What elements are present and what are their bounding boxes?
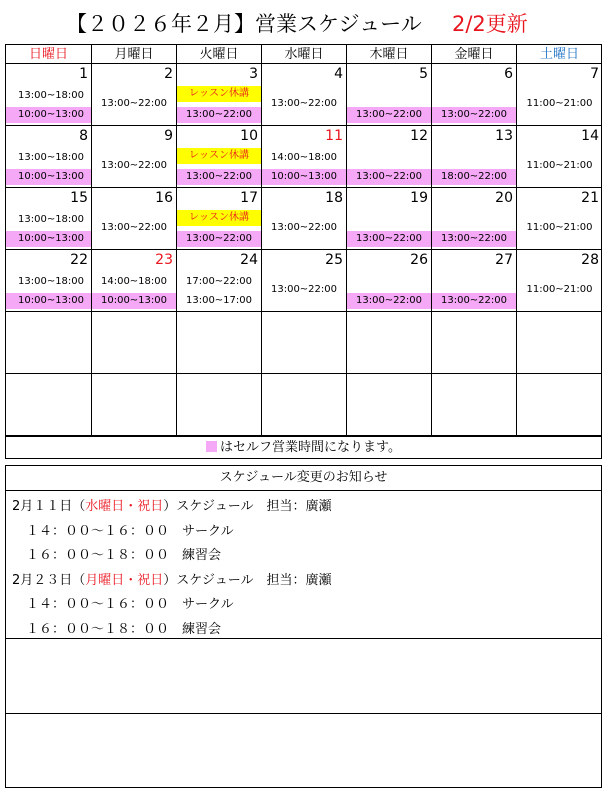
- day-cell: [92, 126, 177, 188]
- day-number: 7: [590, 66, 599, 82]
- day-number: 8: [79, 128, 88, 144]
- time-slot: 10:00~13:00: [6, 293, 91, 309]
- empty-cell: [347, 374, 432, 436]
- empty-cell: [92, 374, 177, 436]
- empty-cell: [517, 312, 602, 374]
- day-number: 9: [164, 128, 173, 144]
- time-slot: 13:00~17:00: [185, 295, 252, 306]
- time-slot: 13:00~22:00: [347, 231, 431, 247]
- time-slot: 13:00~22:00: [347, 107, 431, 123]
- time-slot: 11:00~21:00: [526, 284, 593, 295]
- day-number: 14: [581, 128, 599, 144]
- weekday-header: 日曜日: [6, 45, 92, 64]
- day-number: 18: [325, 190, 343, 206]
- empty-cell: [6, 312, 92, 374]
- announcement-detail: １６：００〜１８：００ 練習会: [26, 548, 222, 563]
- time-slot: 13:00~22:00: [270, 222, 337, 233]
- day-cell: [177, 126, 262, 188]
- day-cell: [6, 126, 92, 188]
- day-cell: [92, 250, 177, 312]
- weekday-header: 木曜日: [347, 45, 432, 64]
- day-cell: [6, 250, 92, 312]
- day-number: 2: [164, 66, 173, 82]
- day-cell: [432, 64, 517, 126]
- time-slot: 13:00~22:00: [177, 107, 261, 123]
- day-number: 16: [155, 190, 173, 206]
- day-cell: [432, 250, 517, 312]
- day-cell: [262, 64, 347, 126]
- weekday-header: 火曜日: [177, 45, 262, 64]
- day-cell: [347, 64, 432, 126]
- time-slot: 13:00~18:00: [18, 152, 85, 163]
- time-slot: 14:00~18:00: [270, 152, 337, 163]
- empty-cell: [432, 374, 517, 436]
- weekday-header: 月曜日: [92, 45, 177, 64]
- day-cell: [347, 126, 432, 188]
- day-number: 3: [249, 66, 258, 82]
- day-number: 23: [155, 252, 173, 268]
- time-slot: 10:00~13:00: [262, 169, 346, 185]
- day-number: 17: [240, 190, 258, 206]
- title-main: 【２０２６年２月】営業スケジュール: [66, 12, 422, 36]
- day-number: 6: [504, 66, 513, 82]
- lesson-cancelled-label: レッスン休講: [177, 86, 261, 102]
- day-number: 12: [410, 128, 428, 144]
- day-number: 27: [495, 252, 513, 268]
- empty-cell: [432, 312, 517, 374]
- time-slot: 13:00~18:00: [18, 276, 85, 287]
- pink-swatch-icon: [206, 441, 217, 452]
- time-slot: 13:00~18:00: [18, 214, 85, 225]
- day-cell: [262, 188, 347, 250]
- announcement-header: スケジュール変更のお知らせ: [6, 466, 601, 491]
- weekday-header: 土曜日: [517, 45, 602, 64]
- time-slot: 13:00~22:00: [270, 284, 337, 295]
- day-cell: [177, 250, 262, 312]
- time-slot: 13:00~22:00: [177, 169, 261, 185]
- empty-cell: [6, 374, 92, 436]
- announcement-panel: [5, 465, 602, 788]
- time-slot: 14:00~18:00: [100, 276, 167, 287]
- day-cell: [517, 64, 602, 126]
- day-cell: [177, 64, 262, 126]
- time-slot: 13:00~22:00: [100, 222, 167, 233]
- time-slot: 10:00~13:00: [6, 169, 91, 185]
- day-number: 4: [334, 66, 343, 82]
- time-slot: 13:00~22:00: [347, 293, 431, 309]
- time-slot: 13:00~22:00: [100, 160, 167, 171]
- time-slot: 13:00~18:00: [18, 90, 85, 101]
- day-number: 15: [70, 190, 88, 206]
- time-slot: 18:00~22:00: [432, 169, 516, 185]
- day-cell: [92, 64, 177, 126]
- empty-cell: [262, 374, 347, 436]
- time-slot: 13:00~22:00: [432, 231, 516, 247]
- announcement-heading: 2月２３日（月曜日・祝日）スケジュール 担当：廣瀬: [12, 572, 332, 588]
- time-slot: 11:00~21:00: [526, 222, 593, 233]
- calendar-grid: [5, 44, 602, 459]
- time-slot: 13:00~22:00: [432, 107, 516, 123]
- day-cell: [517, 188, 602, 250]
- time-slot: 13:00~22:00: [347, 169, 431, 185]
- schedule-title: [0, 6, 607, 42]
- update-date: 2/2更新: [452, 12, 528, 36]
- day-cell: [262, 126, 347, 188]
- day-number: 1: [79, 66, 88, 82]
- empty-cell: [517, 374, 602, 436]
- day-number: 5: [419, 66, 428, 82]
- day-cell: [347, 188, 432, 250]
- empty-cell: [347, 312, 432, 374]
- empty-cell: [177, 374, 262, 436]
- weekday-header: 水曜日: [262, 45, 347, 64]
- day-cell: [6, 188, 92, 250]
- day-cell: [517, 126, 602, 188]
- day-number: 25: [325, 252, 343, 268]
- day-cell: [177, 188, 262, 250]
- day-number: 26: [410, 252, 428, 268]
- time-slot: 11:00~21:00: [526, 98, 593, 109]
- time-slot: 13:00~22:00: [270, 98, 337, 109]
- time-slot: 17:00~22:00: [185, 276, 252, 287]
- announcement-detail: １４：００〜１６：００ サークル: [26, 597, 234, 612]
- blank-row-divider: [6, 638, 601, 639]
- time-slot: 10:00~13:00: [92, 293, 176, 309]
- day-number: 10: [240, 128, 258, 144]
- time-slot: 13:00~22:00: [432, 293, 516, 309]
- day-number: 11: [325, 128, 343, 144]
- empty-cell: [92, 312, 177, 374]
- day-number: 20: [495, 190, 513, 206]
- day-cell: [432, 126, 517, 188]
- time-slot: 13:00~22:00: [100, 98, 167, 109]
- day-number: 13: [495, 128, 513, 144]
- lesson-cancelled-label: レッスン休講: [177, 148, 261, 164]
- lesson-cancelled-label: レッスン休講: [177, 210, 261, 226]
- day-cell: [432, 188, 517, 250]
- announcement-heading: 2月１１日（水曜日・祝日）スケジュール 担当：廣瀬: [12, 499, 332, 514]
- day-cell: [347, 250, 432, 312]
- blank-row-divider: [6, 713, 601, 714]
- day-number: 19: [410, 190, 428, 206]
- announcement-detail: １４：００〜１６：００ サークル: [26, 523, 234, 539]
- day-number: 21: [581, 190, 599, 206]
- time-slot: 11:00~21:00: [526, 160, 593, 171]
- announcement-detail: １６：００〜１８：００ 練習会: [26, 621, 222, 637]
- day-number: 22: [70, 252, 88, 268]
- legend-text: はセルフ営業時間になります。: [220, 440, 401, 455]
- legend-note: [6, 436, 601, 458]
- time-slot: 10:00~13:00: [6, 107, 91, 123]
- empty-cell: [177, 312, 262, 374]
- time-slot: 10:00~13:00: [6, 231, 91, 247]
- day-cell: [517, 250, 602, 312]
- day-number: 24: [240, 252, 258, 268]
- day-cell: [92, 188, 177, 250]
- day-cell: [262, 250, 347, 312]
- weekday-header: 金曜日: [432, 45, 517, 64]
- day-number: 28: [581, 252, 599, 268]
- day-cell: [6, 64, 92, 126]
- time-slot: 13:00~22:00: [177, 231, 261, 247]
- empty-cell: [262, 312, 347, 374]
